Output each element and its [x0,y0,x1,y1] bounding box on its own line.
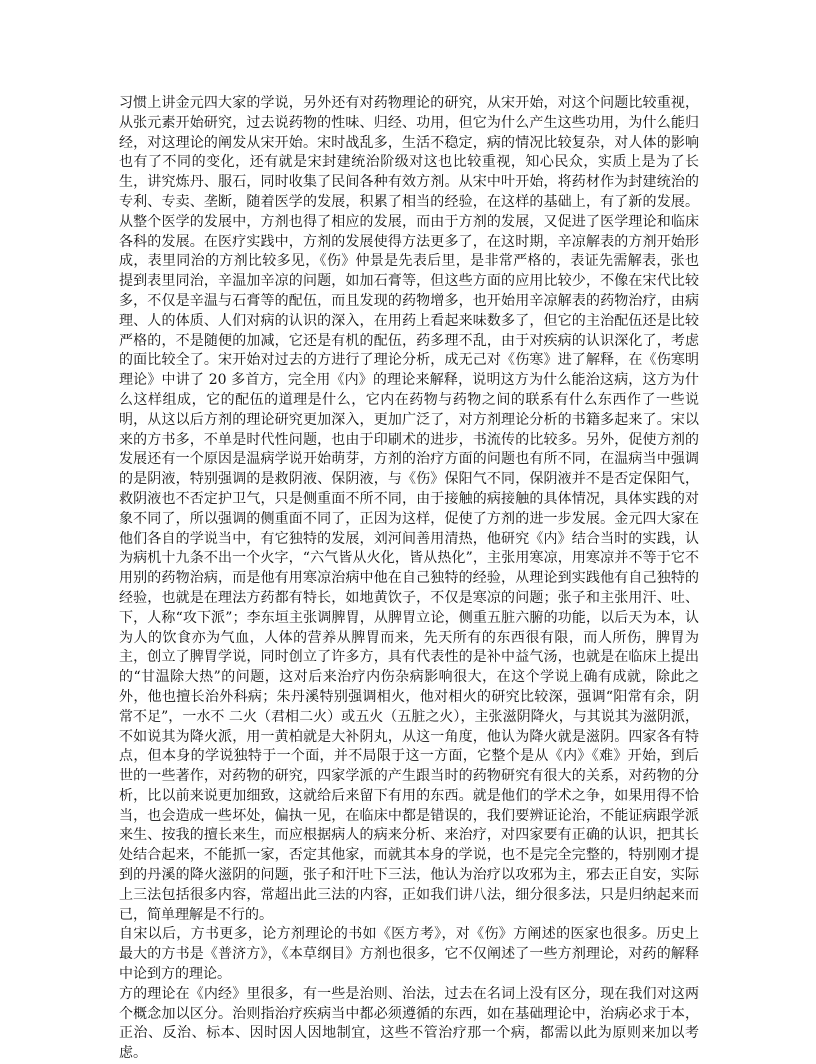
paragraph-2: 自宋以后，方书更多，论方剂理论的书如《医方考》，对《伤》方阐述的医家也很多。历史上最大的方书是《普济方》，《本草纲目》方剂也很多，它不仅阐述了一些方剂理论，对药的解释中论到方的理论。 [119,926,699,983]
paragraph-1: 习惯上讲金元四大家的学说，另外还有对药物理论的研究，从宋开始，对这个问题比较重视，从张元素开始研究，过去说药物的性味、归经、功用，但它为什么产生这些功用，为什么能归经，对这理论的阐发从宋开始。宋时战乱多，生活不稳定，病的情况比较复杂，对人体的影响也有了不同的变化，还有就是宋封建统治阶级对这也比较重视，知心民众，实质上是为了长生，讲究炼丹、服石，同时收集了民间各种有效方剂。从宋中叶开始，将药材作为封建统治的专利、专卖、垄断，随着医学的发展，积累了相当的经验，在这样的基础上，有了新的发展。从整个医学的发展中，方剂也得了相应的发展，而由于方剂的发展，又促进了医学理论和临床各科的发展。在医疗实践中，方剂的发展使得方法更多了，在这时期，辛凉解表的方剂开始形成，表里同治的方剂比较多见，《伤》仲景是先表后里，是非常严格的，表证先需解表，张也提到表里同治，辛温加辛凉的问题，如加石膏等，但这些方面的应用比较少，不像在宋代比较多，不仅是辛温与石膏等的配伍，而且发现的药物增多，也开始用辛凉解表的药物治疗，由病理、人的体质、人们对病的认识的深入，在用药上看起来味数多了，但它的主治配伍还是比较严格的，不是随便的加减，它还是有机的配伍，药多理不乱，由于对疾病的认识深化了，考虑的面比较全了。宋开始对过去的方进行了理论分析，成无己对《伤寒》进了解释，在《伤寒明理论》中讲了 20 多首方，完全用《内》的理论来解释，说明这方为什么能治这病，这方为什么这样组成，它的配伍的道理是什么，它内在药物与药物之间的联系有什么东西作了一些说明，从这以后方剂的理论研究更加深入，更加广泛了，对方剂理论分析的书籍多起来了。宋以来的方书多，不单是时代性问题，也由于印刷术的进步，书流传的比较多。另外，促使方剂的发展还有一个原因是温病学说开始萌芽，方剂的治疗方面的问题也有所不同，在温病当中强调的是阴液，特别强调的是救阴液、保阴液，与《伤》保阳气不同，保阴液并不是否定保阳气，救阴液也不否定护卫气，只是侧重面不所不同，由于接触的病接触的具体情况，具体实践的对象不同了，所以强调的侧重面不同了，正因为这样，促使了方剂的进一步发展。金元四大家在他们各自的学说当中，有它独特的发展，刘河间善用清热，他研究《内》结合当时的实践，认为病机十九条不出一个火字，“六气皆从火化，皆从热化”，主张用寒凉，用寒凉并不等于它不用别的药物治病，而是他有用寒凉治病中他在自己独特的经验，从理论到实践他有自己独特的经验，也就是在理法方药都有特长，如地黄饮子，不仅是寒凉的问题；张子和主张用汗、吐、下，人称“攻下派”；李东垣主张调脾胃，从脾胃立论，侧重五脏六腑的功能，以后天为本，认为人的饮食亦为气血，人体的营养从脾胃而来，先天所有的东西很有限，而人所伤，脾胃为主，创立了脾胃学说，同时创立了许多方，具有代表性的是补中益气汤，也就是在临床上提出的“甘温除大热”的问题，这对后来治疗内伤杂病影响很大，在这个学说上确有成就，除此之外，他也擅长治外科病；朱丹溪特别强调相火，他对相火的研究比较深，强调“阳常有余，阴常不足”，一水不 二火（君相二火）或五火（五脏之火），主张滋阴降火，与其说其为滋阴派，不如说其为降火派，用一黄柏就是大补阴丸，从这一角度，他认为降火就是滋阴。四家各有特点，但本身的学说独特于一个面，并不局限于这一方面，它整个是从《内》《难》开始，到后世的一些著作，对药物的研究，四家学派的产生跟当时的药物研究有很大的关系，对药物的分析，比以前来说更加细致，这就给后来留下有用的东西。就是他们的学术之争，如果用得不恰当，也会造成一些坏处，偏执一见，在临床中都是错误的，我们要辨证论治，不能证病跟学派来生、按我的擅长来生，而应根据病人的病来分析、来治疗，对四家要有正确的认识，把其长处结合起来，不能抓一家，否定其他家，而就其本身的学说，也不是完全完整的，特别刚才提到的丹溪的降火滋阴的问题，张子和汗吐下三法，他认为治疗以攻邪为主，邪去正自安，实际上三法包括很多内容，常超出此三法的内容，正如我们讲八法，细分很多法，只是归纳起来而已，简单理解是不行的。 [119,95,699,923]
paragraph-3: 方的理论在《内经》里很多，有一些是治则、治法，过去在名词上没有区分，现在我们对这两个概念加以区分。治则指治疗疾病当中都必须遵循的东西，如在基础理论中，治病必求于本，正治、反治、标本、因时因人因地制宜，这些不管治疗那一个病，都需以此为原则来加以考虑。 [119,985,699,1062]
document-body [119,94,699,1064]
